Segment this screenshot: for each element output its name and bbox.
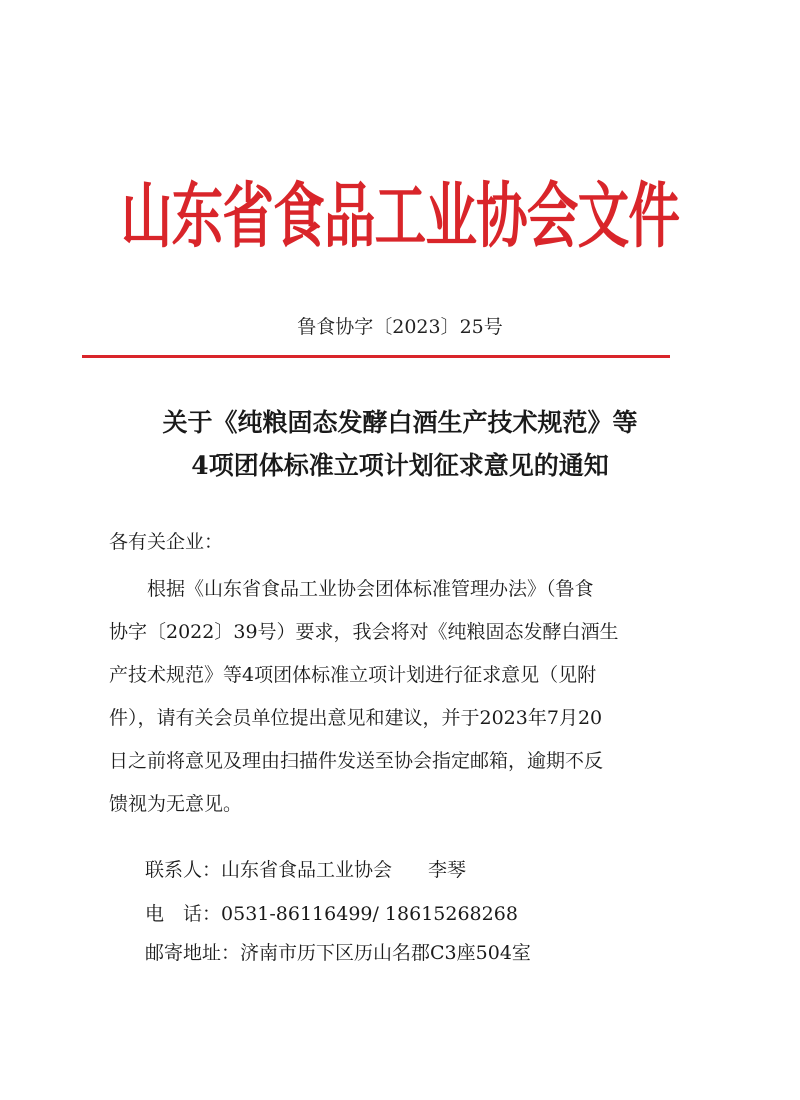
contact-person-row: [145, 855, 466, 882]
contact-address-value: 济南市历下区历山名郡C3座504室: [240, 942, 531, 964]
body-line: 产技术规范》等4项团体标准立项计划进行征求意见（见附: [109, 664, 597, 686]
body-line: 日之前将意见及理由扫描件发送至协会指定邮箱，逾期不反: [109, 750, 604, 772]
red-divider-line: [82, 355, 670, 358]
body-line: 件），请有关会员单位提出意见和建议，并于2023年7月20: [109, 707, 603, 729]
contact-phone-label: 电 话：: [145, 903, 222, 925]
notice-title-line-2: 4项团体标准立项计划征求意见的通知: [191, 451, 609, 480]
body-line: 馈视为无意见。: [109, 793, 243, 815]
body-line: 协字〔2022〕39号）要求，我会将对《纯粮固态发酵白酒生: [109, 621, 619, 643]
body-line: 根据《山东省食品工业协会团体标准管理办法》（鲁食: [109, 578, 594, 600]
contact-phone-row: [145, 899, 518, 926]
contact-address-row: [145, 938, 531, 965]
org-header-title: 山东省食品工业协会文件: [120, 175, 680, 259]
contact-person-name: 李琴: [428, 859, 467, 881]
contact-address-label: 邮寄地址：: [145, 942, 241, 964]
notice-title-line-1: 关于《纯粮固态发酵白酒生产技术规范》等: [162, 408, 638, 437]
document-number: 鲁食协字〔2023〕25号: [297, 316, 503, 338]
salutation: 各有关企业：: [109, 531, 224, 553]
contact-person-org: 山东省食品工业协会: [221, 859, 393, 881]
contact-person-label: 联系人：: [145, 859, 222, 881]
contact-phone-value: 0531-86116499/ 18615268268: [221, 903, 518, 925]
